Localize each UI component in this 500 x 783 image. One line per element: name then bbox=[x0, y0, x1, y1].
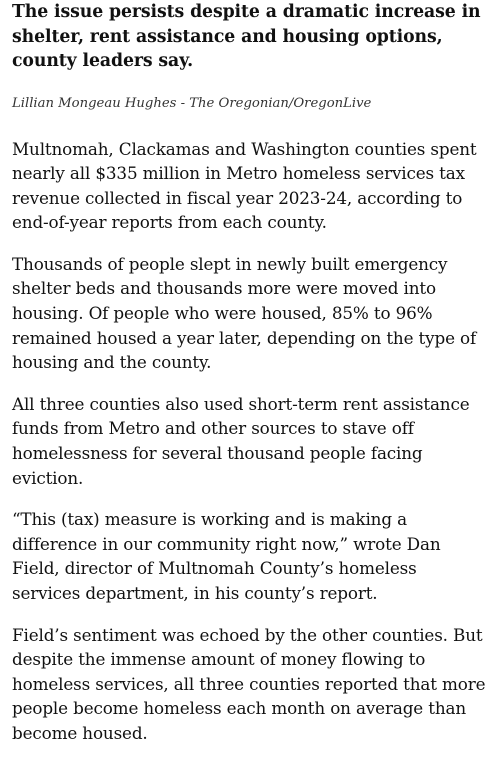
paragraph-3: All three counties also used short-term rent assistance funds from Metro and other sources to stave off homelessness for several thousand people facing eviction. bbox=[12, 393, 470, 488]
paragraph-2: Thousands of people slept in newly built emergency shelter beds and thousands more were moved into housing. Of people who were housed, 85% to 96% remained housed a year later, depending on the type of housing and the county. bbox=[12, 253, 477, 373]
paragraph-1: Multnomah, Clackamas and Washington counties spent nearly all $335 million in Metro homeless services tax revenue collected in fiscal year 2023-24, according to end-of-year reports from each county. bbox=[12, 138, 477, 233]
article-dek: The issue persists despite a dramatic increase in shelter, rent assistance and housing options, county leaders say. bbox=[12, 2, 481, 71]
paragraph-4: “This (tax) measure is working and is making a difference in our community right now,” wrote Dan Field, director of Multnomah County’s homeless services department, in his county’s report. bbox=[12, 509, 441, 603]
paragraph-5: Field’s sentiment was echoed by the other counties. But despite the immense amount of money flowing to homeless services, all three counties reported that more people become homeless each month on average than become housed. bbox=[12, 624, 486, 743]
article-byline: Lillian Mongeau Hughes - The Oregonian/OregonLive bbox=[12, 95, 372, 111]
article-body bbox=[12, 137, 488, 746]
